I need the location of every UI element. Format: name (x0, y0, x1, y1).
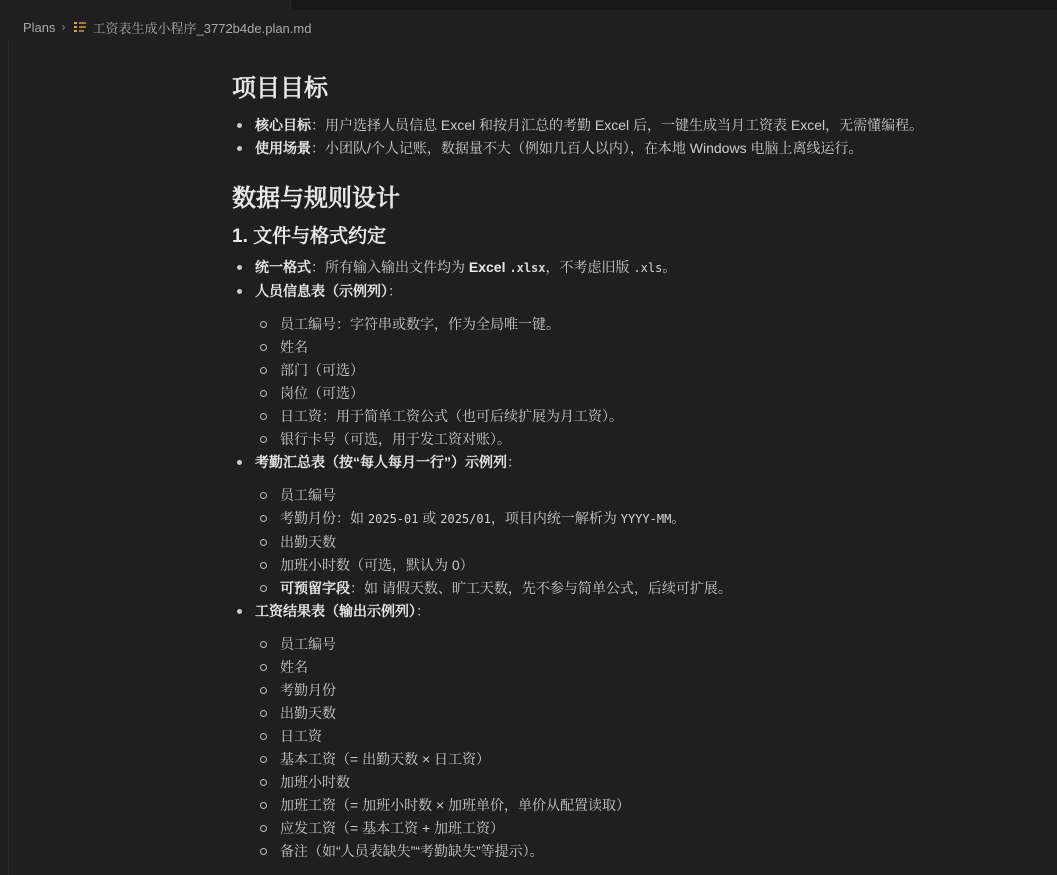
item-label: 考勤汇总表（按“每人每月一行”）示例列 (255, 454, 507, 470)
item-label: 核心目标 (255, 117, 311, 133)
column-item: 岗位（可选） (255, 382, 1032, 405)
column-item-reserved (255, 577, 1032, 600)
editor-tab-strip (0, 0, 1057, 10)
inline-code: YYYY-MM (620, 512, 672, 526)
heading-project-goal: 项目目标 (232, 75, 328, 102)
result-columns (255, 633, 1032, 863)
column-item: 出勤天数 (255, 702, 1032, 725)
markdown-preview (232, 60, 1032, 863)
column-item-month (255, 507, 1032, 531)
column-item: 加班工资（= 加班小时数 × 加班单价，单价从配置读取） (255, 794, 1032, 817)
item-text: 考勤月份：如 (280, 510, 368, 526)
column-item: 姓名 (255, 336, 1032, 359)
item-label: 人员信息表（示例列） (255, 283, 388, 299)
markdown-file-icon (73, 20, 87, 34)
item-text: 或 (418, 510, 441, 526)
item-label: 使用场景 (255, 140, 311, 156)
item-text: ：小团队/个人记账，数据量不大（例如几百人以内），在本地 Windows 电脑上离线运行。 (311, 140, 863, 156)
breadcrumb (23, 18, 311, 36)
active-tab[interactable] (0, 0, 291, 10)
chevron-right-icon: › (61, 20, 66, 34)
item-text: ： (416, 603, 430, 619)
column-item: 日工资 (255, 725, 1032, 748)
column-item: 备注（如“人员表缺失”“考勤缺失”等提示）。 (255, 840, 1032, 863)
inline-code: 2025/01 (440, 512, 491, 526)
item-label: 工资结果表（输出示例列） (255, 603, 416, 619)
inline-code: .xls (633, 261, 663, 275)
column-item: 出勤天数 (255, 531, 1032, 554)
column-item: 应发工资（= 基本工资 + 加班工资） (255, 817, 1032, 840)
list-item-attendance (232, 451, 1032, 600)
item-text: 。 (671, 510, 686, 526)
item-text: ： (507, 454, 521, 470)
item-text: 。 (662, 259, 677, 275)
format-list (232, 256, 1032, 863)
editor-gutter (0, 40, 9, 875)
column-item: 银行卡号（可选，用于发工资对账）。 (255, 428, 1032, 451)
people-columns (255, 313, 1032, 451)
attendance-columns (255, 484, 1032, 600)
item-bold: Excel (468, 259, 510, 275)
column-item: 日工资：用于简单工资公式（也可后续扩展为月工资）。 (255, 405, 1032, 428)
goal-list (232, 114, 1032, 160)
list-item (232, 114, 1032, 137)
item-text: ，项目内统一解析为 (490, 510, 621, 526)
item-text: ：如 请假天数、旷工天数，先不参与简单公式，后续可扩展。 (350, 580, 732, 596)
item-text: ：所有输入输出文件均为 (311, 259, 469, 275)
column-item: 员工编号：字符串或数字，作为全局唯一键。 (255, 313, 1032, 336)
heading-file-format: 1. 文件与格式约定 (232, 226, 387, 247)
inline-code: .xlsx (509, 261, 546, 275)
inline-code: 2025-01 (367, 512, 419, 526)
column-item: 加班小时数（可选，默认为 0） (255, 554, 1032, 577)
list-item (232, 137, 1032, 160)
item-label: 可预留字段 (280, 580, 350, 596)
column-item: 加班小时数 (255, 771, 1032, 794)
column-item: 员工编号 (255, 633, 1032, 656)
item-text: ：用户选择人员信息 Excel 和按月汇总的考勤 Excel 后，一键生成当月工资表 Excel，无需懂编程。 (311, 117, 924, 133)
item-label: 统一格式 (255, 259, 311, 275)
list-item-result (232, 600, 1032, 863)
item-text: ： (388, 283, 402, 299)
list-item-format (232, 256, 1032, 280)
list-item-people (232, 280, 1032, 451)
column-item: 员工编号 (255, 484, 1032, 507)
breadcrumb-file[interactable]: 工资表生成小程序_3772b4de.plan.md (92, 20, 312, 36)
column-item: 考勤月份 (255, 679, 1032, 702)
column-item: 基本工资（= 出勤天数 × 日工资） (255, 748, 1032, 771)
breadcrumb-root[interactable]: Plans (23, 19, 56, 35)
column-item: 姓名 (255, 656, 1032, 679)
heading-data-rules: 数据与规则设计 (232, 185, 400, 212)
item-text: ，不考虑旧版 (545, 259, 634, 275)
column-item: 部门（可选） (255, 359, 1032, 382)
